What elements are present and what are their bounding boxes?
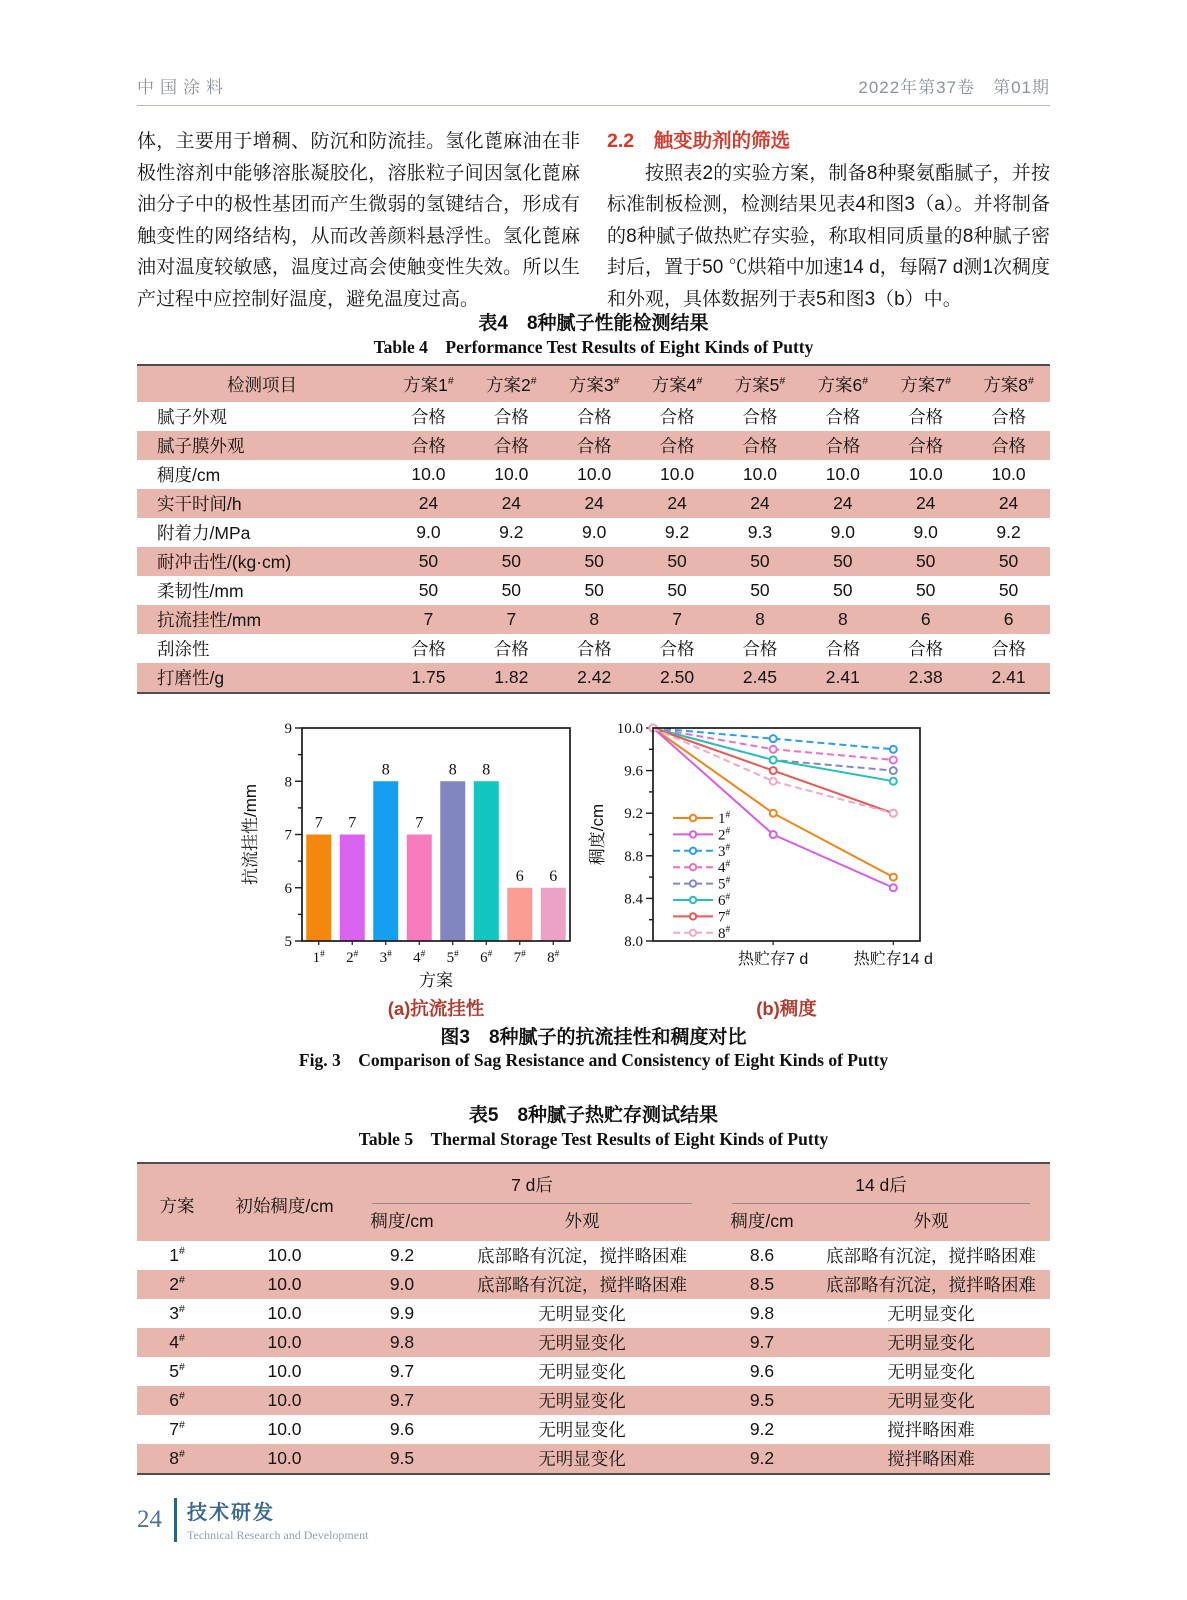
- cell-c7: 9.8: [389, 1332, 415, 1352]
- svg-text:7#: 7#: [513, 949, 526, 966]
- table-row: [137, 1386, 1050, 1415]
- cell: 1.75: [411, 667, 446, 687]
- cell-c14: 8.6: [749, 1245, 775, 1265]
- cell: 6: [1003, 609, 1014, 629]
- cell: 合格: [659, 436, 695, 456]
- svg-text:4#: 4#: [718, 859, 731, 877]
- figure3b-caption: (b)稠度: [756, 998, 817, 1019]
- cell-a14: 无明显变化: [887, 1391, 975, 1411]
- cell: 8: [837, 609, 848, 629]
- hash-superscript: #: [447, 374, 454, 387]
- hash-superscript: #: [1028, 374, 1034, 387]
- table5-after14-header: [712, 1163, 1050, 1206]
- svg-text:9.6: 9.6: [624, 763, 643, 780]
- svg-text:6: 6: [515, 867, 524, 885]
- svg-text:6#: 6#: [718, 892, 731, 909]
- table5-body: [137, 1241, 1050, 1474]
- cell: 合格: [576, 436, 612, 456]
- cell: 9.2: [996, 522, 1021, 542]
- cell-a7: 无明显变化: [538, 1391, 626, 1411]
- cell-a7: 无明显变化: [538, 1420, 626, 1440]
- cell: 50: [833, 580, 853, 600]
- table-row: [137, 489, 1050, 518]
- svg-text:2#: 2#: [718, 826, 731, 844]
- cell: 24: [998, 493, 1019, 513]
- cell-a14: 底部略有沉淀，搅拌略困难: [826, 1275, 1036, 1295]
- svg-text:8#: 8#: [547, 949, 560, 966]
- svg-text:6#: 6#: [480, 949, 493, 966]
- bar-2: [340, 815, 365, 942]
- row-label: 稠度/cm: [157, 465, 221, 485]
- cell: 7: [506, 609, 517, 629]
- cell-c7: 9.7: [389, 1361, 415, 1381]
- cell: 50: [667, 551, 687, 571]
- cell-c7: 9.2: [389, 1245, 415, 1265]
- right-column: [607, 126, 1050, 315]
- cell: 2.38: [908, 667, 943, 687]
- table5-plan-header: 方案: [159, 1196, 195, 1216]
- table4-col-header: 方案3#: [568, 374, 620, 395]
- cell: 合格: [493, 639, 529, 659]
- table4-col-header: 方案4#: [651, 374, 703, 395]
- cell: 合格: [825, 639, 861, 659]
- hash-superscript: #: [779, 374, 786, 387]
- cell-c14: 9.6: [749, 1361, 775, 1381]
- cell: 合格: [991, 436, 1027, 456]
- cell-c14: 8.5: [749, 1274, 775, 1294]
- cell-plan: 2#: [169, 1274, 185, 1294]
- cell-c7: 9.9: [389, 1303, 415, 1323]
- cell: 合格: [493, 436, 529, 456]
- cell: 1.82: [494, 667, 529, 687]
- figure3: [137, 698, 1050, 1021]
- sag-resistance-bar-chart: [240, 698, 585, 993]
- row-label: 腻子膜外观: [157, 436, 245, 456]
- table4-body: [137, 402, 1050, 693]
- cell: 50: [915, 580, 936, 600]
- figure3-caption-en: Fig. 3 Comparison of Sag Resistance and Consistency of Eight Kinds of Putty: [298, 1050, 889, 1070]
- table-row: [137, 576, 1050, 605]
- cell: 合格: [410, 407, 446, 427]
- cell-initial: 10.0: [267, 1361, 302, 1381]
- cell: 50: [750, 551, 770, 571]
- body-text: [137, 126, 1050, 315]
- cell: 合格: [410, 639, 446, 659]
- left-column-paragraph: 体，主要用于增稠、防沉和防流挂。氢化蓖麻油在非极性溶剂中能够溶胀凝胶化，溶胀粒子间因氢化蓖麻油分子中的极性基团而产生微弱的氢键结合，形成有触变性的网络结构，从而改善颜料悬浮性。氢化蓖麻油对温度较敏感，温度过高会使触变性失效。所以生产过程中应控制好温度，避免温度过高。: [137, 131, 580, 310]
- issue-info: 2022年第37卷 第01期: [858, 78, 1050, 97]
- footer-section-cn: 技术研发: [187, 1502, 275, 1524]
- svg-text:5: 5: [284, 934, 292, 950]
- cell-c7: 9.7: [389, 1390, 415, 1410]
- table-row: [137, 1357, 1050, 1386]
- cell: 2.42: [577, 667, 612, 687]
- cell-c7: 9.0: [389, 1274, 415, 1294]
- svg-text:8.4: 8.4: [624, 891, 643, 908]
- cell: 2.41: [825, 667, 860, 687]
- cell: 50: [418, 580, 439, 600]
- table4-col-header: 方案2#: [486, 374, 537, 395]
- row-label: 附着力/MPa: [157, 523, 251, 543]
- table5-after7-header: [352, 1163, 712, 1206]
- table4-title-en: Table 4 Performance Test Results of Eight Kinds of Putty: [373, 337, 814, 357]
- hash-superscript: #: [178, 1361, 185, 1374]
- table4-col-header: 方案5#: [734, 374, 786, 395]
- cell: 9.2: [664, 522, 690, 542]
- svg-text:8.8: 8.8: [624, 848, 643, 865]
- footer-divider: [174, 1498, 177, 1542]
- svg-text:方案: 方案: [419, 971, 453, 990]
- cell: 50: [667, 580, 687, 600]
- cell-c7: 9.5: [389, 1448, 415, 1468]
- cell: 6: [920, 609, 931, 629]
- svg-text:6: 6: [284, 880, 292, 897]
- hash-superscript: #: [613, 374, 620, 387]
- right-column-paragraph: 按照表2的实验方案，制备8种聚氨酯腻子，并按标准制板检测，检测结果见表4和图3（a）。并将制备的8种腻子做热贮存实验，称取相同质量的8种腻子密封后，置于50 ℃烘箱中加速14 d，每隔7 d测1次稠度和外观，具体数据列于表5和图3（b）中。: [607, 162, 1050, 310]
- cell: 合格: [410, 436, 446, 456]
- table5-consistency7-header: 稠度/cm: [370, 1211, 434, 1231]
- bar-5: [440, 761, 465, 941]
- cell-initial: 10.0: [267, 1448, 302, 1468]
- cell-initial: 10.0: [267, 1303, 302, 1323]
- cell-a14: 搅拌略困难: [887, 1420, 975, 1440]
- cell: 24: [501, 493, 522, 513]
- cell-a14: 无明显变化: [887, 1362, 975, 1382]
- table-row: [137, 634, 1050, 663]
- table-row: [137, 431, 1050, 460]
- svg-text:热贮存7 d: 热贮存7 d: [738, 951, 809, 968]
- cell: 24: [915, 493, 936, 513]
- cell-plan: 3#: [169, 1303, 185, 1323]
- cell: 合格: [493, 407, 529, 427]
- cell: 9.0: [913, 522, 938, 542]
- cell-a14: 底部略有沉淀，搅拌略困难: [826, 1246, 1036, 1266]
- figure3b: [585, 698, 1015, 1021]
- cell-plan: 1#: [169, 1245, 185, 1265]
- svg-text:5#: 5#: [718, 875, 731, 893]
- svg-text:8: 8: [482, 761, 491, 779]
- cell-c14: 9.2: [749, 1448, 775, 1468]
- cell: 10.0: [411, 464, 446, 484]
- cell-plan: 6#: [169, 1390, 185, 1410]
- svg-text:7: 7: [314, 814, 323, 832]
- hash-superscript: #: [945, 374, 951, 387]
- figure3a: [240, 698, 585, 1021]
- after7-label: 7 d后: [372, 1172, 692, 1204]
- cell-plan: 7#: [169, 1419, 185, 1439]
- svg-text:抗流挂性/mm: 抗流挂性/mm: [241, 783, 260, 886]
- cell: 合格: [825, 407, 861, 427]
- cell: 7: [672, 609, 682, 629]
- cell: 2.50: [660, 667, 695, 687]
- cell: 9.3: [747, 522, 773, 542]
- table-row: [137, 1270, 1050, 1299]
- svg-text:1#: 1#: [718, 810, 731, 827]
- cell: 合格: [991, 407, 1027, 427]
- row-label: 腻子外观: [157, 407, 227, 427]
- table5-appearance7-header: 外观: [564, 1211, 600, 1231]
- cell: 合格: [908, 436, 944, 456]
- row-label: 打磨性/g: [157, 668, 225, 688]
- svg-text:9: 9: [284, 721, 292, 737]
- table-row: [137, 1299, 1050, 1328]
- cell: 50: [584, 580, 604, 600]
- cell-c7: 9.6: [389, 1419, 415, 1439]
- row-label: 抗流挂性/mm: [157, 610, 262, 630]
- cell: 合格: [576, 639, 612, 659]
- cell: 合格: [659, 639, 695, 659]
- svg-text:8: 8: [381, 761, 390, 779]
- table4-header-row: [137, 365, 1050, 402]
- cell: 合格: [825, 436, 861, 456]
- after14-label: 14 d后: [732, 1172, 1030, 1204]
- hash-superscript: #: [178, 1390, 185, 1403]
- journal-name: 中国涂料: [137, 78, 229, 97]
- table-row: [137, 605, 1050, 634]
- cell-a7: 无明显变化: [538, 1333, 626, 1353]
- cell: 9.0: [582, 522, 607, 542]
- legend: [673, 810, 731, 942]
- cell-a7: 无明显变化: [538, 1304, 626, 1324]
- bar-6: [474, 761, 499, 941]
- hash-superscript: #: [696, 374, 703, 387]
- table5-thermal-storage: [137, 1162, 1050, 1475]
- svg-text:4#: 4#: [413, 949, 426, 966]
- table-row: [137, 402, 1050, 431]
- hash-superscript: #: [178, 1332, 185, 1345]
- figure3-caption-cn: 图3 8种腻子的抗流挂性和稠度对比: [440, 1027, 747, 1048]
- hash-superscript: #: [862, 374, 869, 387]
- svg-text:8: 8: [448, 761, 457, 779]
- cell: 合格: [742, 407, 778, 427]
- cell-initial: 10.0: [267, 1245, 302, 1265]
- page-header: [137, 74, 1050, 106]
- hash-superscript: #: [530, 374, 537, 387]
- cell: 9.2: [499, 522, 524, 542]
- cell: 9.0: [416, 522, 441, 542]
- cell-a7: 无明显变化: [538, 1449, 626, 1469]
- svg-text:3#: 3#: [379, 949, 392, 966]
- table-row: [137, 663, 1050, 693]
- cell: 50: [833, 551, 853, 571]
- svg-text:1#: 1#: [312, 949, 325, 966]
- cell: 50: [998, 580, 1019, 600]
- cell: 合格: [908, 407, 944, 427]
- cell: 合格: [742, 639, 778, 659]
- hash-superscript: #: [178, 1303, 185, 1316]
- svg-text:9.2: 9.2: [624, 806, 643, 823]
- svg-text:7: 7: [415, 814, 424, 832]
- cell: 24: [750, 493, 770, 513]
- cell: 合格: [908, 639, 944, 659]
- cell: 24: [418, 493, 439, 513]
- cell: 合格: [742, 436, 778, 456]
- cell-a7: 底部略有沉淀，搅拌略困难: [477, 1246, 687, 1266]
- bar-7: [507, 868, 532, 941]
- cell: 10.0: [825, 464, 860, 484]
- cell-initial: 10.0: [267, 1332, 302, 1352]
- hash-superscript: #: [178, 1274, 185, 1287]
- cell: 8: [589, 609, 600, 629]
- table5-header-row-1: [137, 1163, 1050, 1206]
- table4-col-header: 方案8#: [983, 374, 1034, 395]
- cell: 2.41: [991, 667, 1026, 687]
- cell-c14: 9.2: [749, 1419, 775, 1439]
- svg-text:热贮存14 d: 热贮存14 d: [853, 951, 933, 968]
- table-row: [137, 1444, 1050, 1474]
- table-row: [137, 1415, 1050, 1444]
- cell-a7: 无明显变化: [538, 1362, 626, 1382]
- cell: 10.0: [660, 464, 695, 484]
- svg-text:10.0: 10.0: [616, 721, 643, 737]
- cell: 10.0: [494, 464, 529, 484]
- table5-consistency14-header: 稠度/cm: [730, 1211, 794, 1231]
- cell-a14: 无明显变化: [887, 1304, 975, 1324]
- svg-text:5#: 5#: [446, 949, 459, 966]
- hash-superscript: #: [178, 1419, 185, 1432]
- cell: 2.45: [742, 667, 777, 687]
- figure3a-caption: (a)抗流挂性: [387, 998, 485, 1019]
- cell: 10.0: [577, 464, 612, 484]
- cell-initial: 10.0: [267, 1390, 302, 1410]
- svg-text:7: 7: [284, 827, 292, 844]
- table5-title-en: Table 5 Thermal Storage Test Results of Eight Kinds of Putty: [358, 1129, 829, 1149]
- table4-col-header: 方案6#: [817, 374, 869, 395]
- cell: 10.0: [908, 464, 943, 484]
- cell: 10.0: [991, 464, 1026, 484]
- table-row: [137, 1328, 1050, 1357]
- svg-text:7#: 7#: [718, 908, 731, 926]
- cell-initial: 10.0: [267, 1419, 302, 1439]
- svg-text:8: 8: [284, 774, 292, 791]
- table5-header: [137, 1163, 1050, 1241]
- bar-1: [306, 815, 331, 942]
- footer-section: [187, 1496, 368, 1543]
- row-label: 耐冲击性/(kg·cm): [157, 552, 292, 572]
- cell-a7: 底部略有沉淀，搅拌略困难: [477, 1275, 687, 1295]
- cell-c14: 9.7: [749, 1332, 775, 1352]
- cell-a14: 搅拌略困难: [887, 1449, 975, 1469]
- cell: 50: [998, 551, 1019, 571]
- cell: 50: [584, 551, 604, 571]
- table4-col-header: 方案1#: [403, 374, 454, 395]
- section-heading: 2.2 触变助剂的筛选: [607, 130, 791, 152]
- svg-text:7: 7: [348, 814, 357, 832]
- svg-text:6: 6: [549, 867, 558, 885]
- consistency-line-chart: [585, 698, 1015, 993]
- page-number: 24: [137, 1505, 162, 1533]
- table-row: [137, 460, 1050, 489]
- cell-c14: 9.8: [749, 1303, 775, 1323]
- hash-superscript: #: [178, 1245, 185, 1258]
- footer-section-en: Technical Research and Development: [187, 1528, 369, 1542]
- svg-text:稠度/cm: 稠度/cm: [588, 803, 607, 866]
- table-row: [137, 518, 1050, 547]
- cell: 8: [755, 609, 765, 629]
- row-label: 实干时间/h: [157, 494, 242, 514]
- cell: 合格: [991, 639, 1027, 659]
- hash-superscript: #: [178, 1448, 185, 1461]
- cell: 24: [667, 493, 687, 513]
- cell-c14: 9.5: [749, 1390, 775, 1410]
- cell-initial: 10.0: [267, 1274, 302, 1294]
- table4-col-header: 方案7#: [900, 374, 951, 395]
- cell: 24: [833, 493, 853, 513]
- cell: 9.0: [830, 522, 855, 542]
- bar-4: [407, 815, 432, 942]
- cell: 24: [584, 493, 604, 513]
- cell-plan: 8#: [169, 1448, 185, 1468]
- cell: 50: [418, 551, 439, 571]
- cell: 7: [423, 609, 434, 629]
- cell-plan: 4#: [169, 1332, 185, 1352]
- bar-3: [373, 761, 398, 941]
- svg-text:2#: 2#: [346, 949, 359, 966]
- svg-text:8#: 8#: [718, 925, 731, 942]
- svg-text:8.0: 8.0: [624, 934, 643, 950]
- cell: 合格: [659, 407, 695, 427]
- table4-performance-results: [137, 364, 1050, 694]
- table4-title-cn: 表4 8种腻子性能检测结果: [478, 313, 709, 334]
- table-row: [137, 1241, 1050, 1270]
- table5-title-cn: 表5 8种腻子热贮存测试结果: [468, 1105, 719, 1126]
- cell: 合格: [576, 407, 612, 427]
- cell: 50: [750, 580, 770, 600]
- cell: 10.0: [742, 464, 777, 484]
- table4-item-header: 检测项目: [227, 374, 297, 395]
- row-label: 刮涂性: [157, 639, 210, 659]
- cell: 50: [915, 551, 936, 571]
- svg-text:3#: 3#: [718, 843, 731, 860]
- page-footer: [137, 1496, 368, 1543]
- table-row: [137, 547, 1050, 576]
- bar-8: [541, 868, 566, 941]
- table5-initial-header: 初始稠度/cm: [235, 1196, 334, 1216]
- row-label: 柔韧性/mm: [157, 581, 244, 601]
- cell-a14: 无明显变化: [887, 1333, 975, 1353]
- table5-appearance14-header: 外观: [913, 1211, 949, 1231]
- cell: 50: [501, 580, 522, 600]
- cell: 50: [501, 551, 522, 571]
- cell-plan: 5#: [169, 1361, 185, 1381]
